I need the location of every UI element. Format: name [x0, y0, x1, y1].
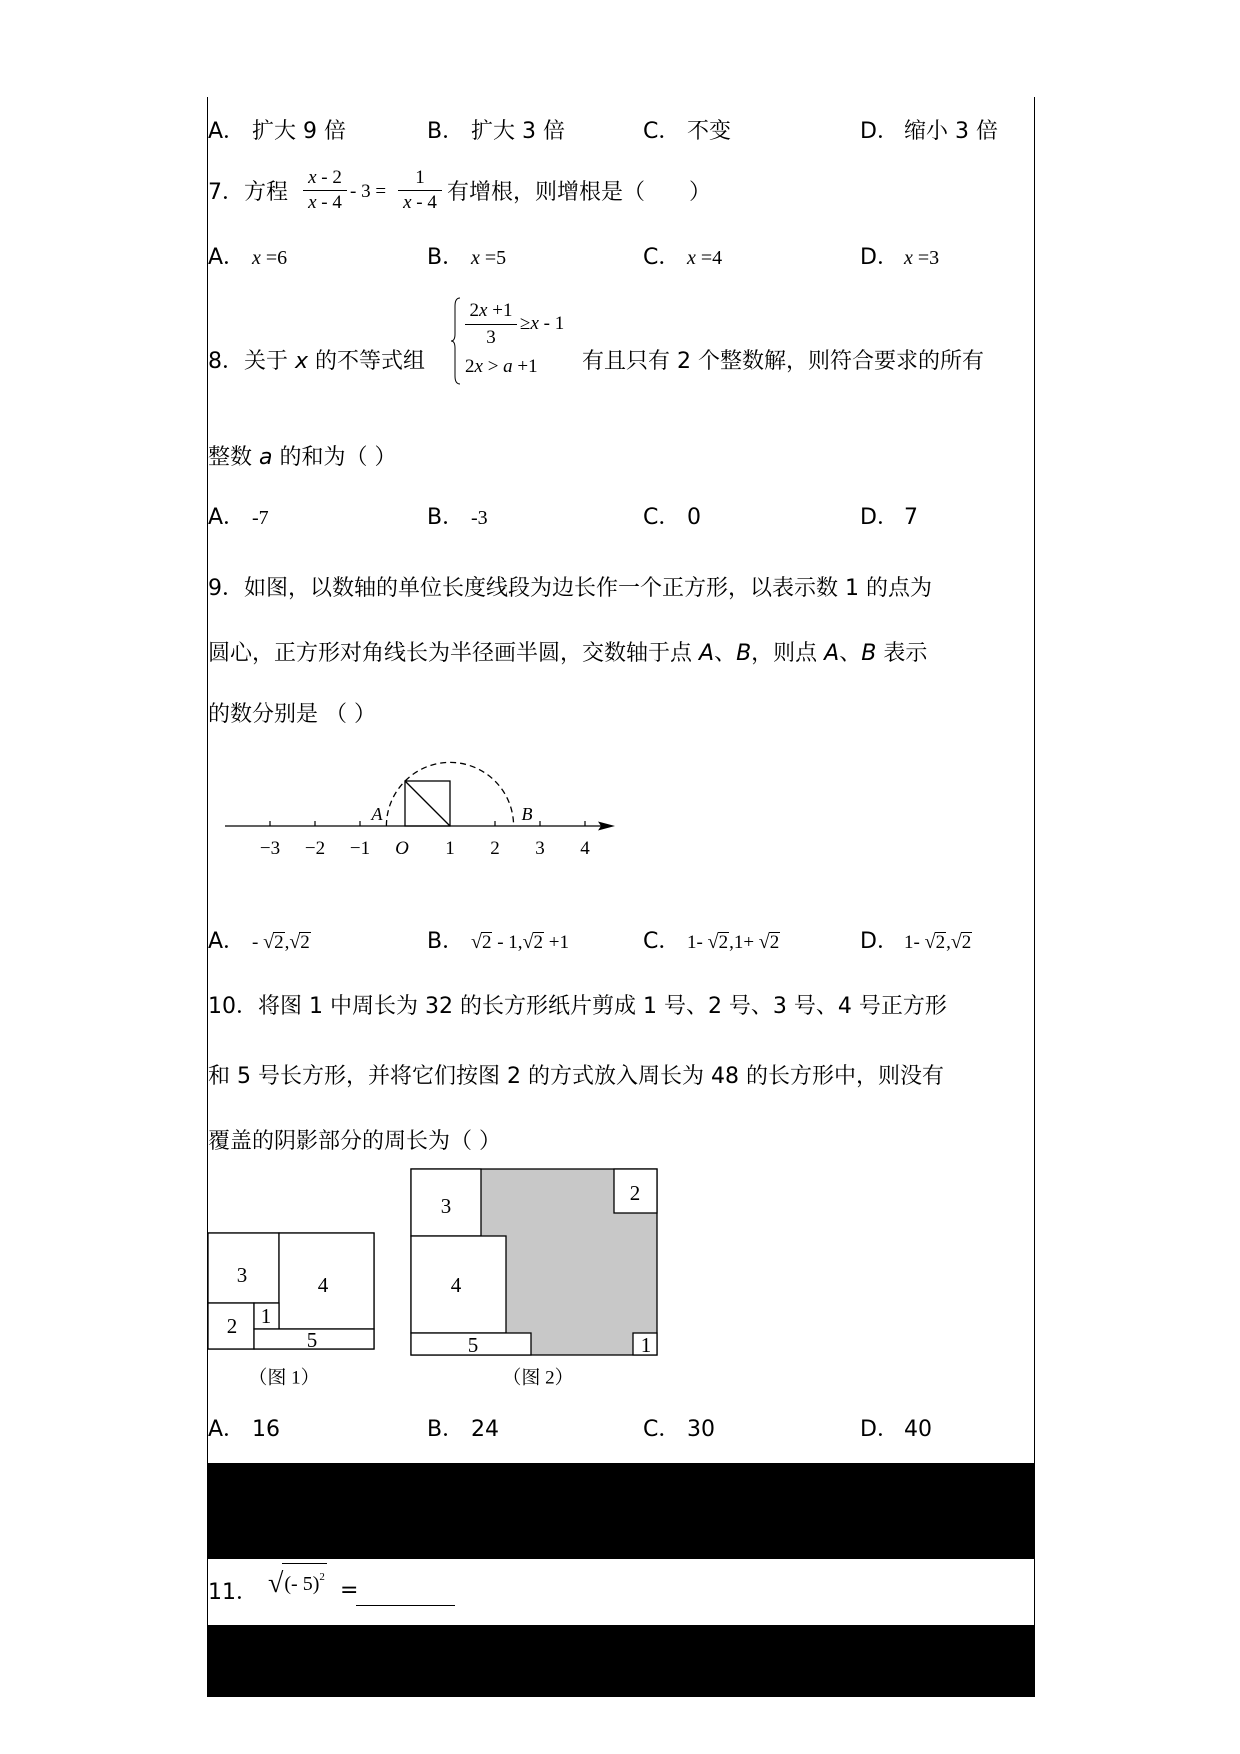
option-math: 1- √ 2 ,1+ √ 2 [687, 931, 780, 953]
denominator: x - 4 [308, 192, 342, 213]
question-number: 7． [208, 180, 244, 205]
sqrt-sign: √ [268, 1568, 284, 1599]
sqrt: √ 2 [707, 931, 729, 953]
q8-option-d [860, 503, 918, 533]
q8-stem-line2: 整数 a 的和为（ ） [208, 445, 397, 470]
numerator: x - 2 [303, 166, 347, 191]
q6-option-d [860, 117, 998, 147]
svg-text:5: 5 [306, 1328, 318, 1352]
q7-option-b [427, 243, 506, 273]
option-text: -3 [471, 507, 488, 529]
sqrt: √ 2 [289, 931, 310, 953]
tick-label: −3 [259, 838, 281, 859]
answer-blank [356, 1605, 455, 1606]
option-text: 0 [687, 505, 701, 530]
option-label: A． [208, 1417, 246, 1442]
question-number: 11． [208, 1580, 258, 1605]
q10-option-d [860, 1415, 932, 1445]
sqrt: √ 2 [924, 931, 946, 953]
tick-label: −2 [304, 838, 326, 859]
number-line-figure [210, 750, 630, 870]
unit-square [405, 781, 450, 826]
svg-text:3: 3 [440, 1194, 452, 1218]
figure-2-caption: （图 2） [502, 1367, 574, 1389]
option-label: B． [427, 119, 465, 144]
option-label: D． [860, 1417, 899, 1442]
option-math: x =6 [252, 247, 288, 269]
q7-option-d [860, 243, 939, 273]
tick-labels [260, 838, 590, 859]
exponent: 2 [319, 1571, 325, 1583]
redaction-bar [207, 1625, 1035, 1697]
question-number: 8． [208, 349, 244, 374]
q6-option-c [643, 117, 731, 147]
option-label: C． [643, 119, 681, 144]
option-math: 1- √ 2 , √ 2 [904, 931, 972, 953]
option-label: D． [860, 119, 899, 144]
q8-stem-end: 有且只有 2 个整数解，则符合要求的所有 [582, 349, 984, 374]
q10-stem-line2: 和 5 号长方形，并将它们按图 2 的方式放入周长为 48 的长方形中，则没有 [208, 1064, 944, 1089]
q9-option-b [427, 927, 569, 957]
sqrt: √ 2 [263, 931, 284, 953]
q10-option-a [208, 1415, 280, 1445]
q9-option-d [860, 927, 972, 957]
q8-option-b [427, 503, 488, 533]
q10-stem-line3: 覆盖的阴影部分的周长为（ ） [208, 1129, 501, 1154]
variable-x: x [295, 349, 309, 374]
svg-text:4: 4 [317, 1273, 329, 1297]
variable-a: a [259, 445, 273, 470]
equals-sign: = [340, 1578, 359, 1603]
q10-option-c [643, 1415, 715, 1445]
sqrt: √ 2 [950, 931, 972, 953]
option-label: B． [427, 505, 465, 530]
q8-stem-start: 8．关于 x 的不等式组 [208, 349, 426, 374]
option-text: 24 [471, 1417, 499, 1442]
option-math: √ 2 - 1, √ 2 +1 [471, 931, 570, 953]
option-math: x =3 [904, 247, 940, 269]
sqrt: √ 2 [471, 931, 492, 953]
q9-stem-line3: 的数分别是 （ ） [208, 702, 376, 727]
tick-label: −1 [349, 838, 371, 859]
option-text: -7 [252, 507, 269, 529]
option-label: D． [860, 245, 899, 270]
denominator: x - 4 [403, 192, 437, 213]
q8-option-c [643, 503, 701, 533]
q9-option-c [643, 927, 780, 957]
q8-option-a [208, 503, 269, 533]
option-label: B． [427, 245, 465, 270]
option-text: 7 [904, 505, 918, 530]
radicand: (- 5)$^2$ [282, 1563, 326, 1597]
q10-option-b [427, 1415, 499, 1445]
q7-fraction-1 [303, 166, 347, 215]
q7-fraction-2 [398, 166, 442, 215]
tick-label: 3 [535, 838, 545, 859]
option-math: - √ 2 , √ 2 [252, 931, 310, 953]
figure-1-caption: （图 1） [248, 1367, 320, 1389]
numerator: 1 [398, 166, 442, 191]
origin-label: O [395, 838, 409, 859]
option-label: C． [643, 1417, 681, 1442]
svg-text:4: 4 [450, 1273, 462, 1297]
sqrt: √ 2 [758, 931, 780, 953]
q9-stem-line2: 圆心，正方形对角线长为半径画半圆，交数轴于点 A、B，则点 A、B 表示 [208, 641, 928, 666]
option-label: A． [208, 505, 246, 530]
option-label: D． [860, 929, 899, 954]
option-label: A． [208, 119, 246, 144]
option-text: 40 [904, 1417, 932, 1442]
q8-inequality-1-fraction [465, 298, 517, 351]
rectangle-figures [200, 1160, 680, 1400]
q7-stem-end: 有增根，则增根是（ ） [447, 180, 712, 205]
option-text: 30 [687, 1417, 715, 1442]
sqrt: √ 2 [522, 931, 544, 953]
q7-option-a [208, 243, 287, 273]
option-math: x =5 [471, 247, 507, 269]
option-text: 扩大 9 倍 [252, 119, 346, 144]
q10-stem-line1: 10．将图 1 中周长为 32 的长方形纸片剪成 1 号、2 号、3 号、4 号正方形 [208, 994, 947, 1019]
option-label: C． [643, 245, 681, 270]
point-a-label: A [371, 804, 383, 824]
denominator: 3 [486, 327, 496, 348]
tick-label: 2 [490, 838, 500, 859]
brace-icon [450, 297, 462, 385]
option-label: B． [427, 929, 465, 954]
q7-middle-expression: - 3 = [350, 181, 387, 202]
redaction-bar [207, 1463, 1035, 1559]
diagonal [405, 781, 450, 826]
svg-text:2: 2 [629, 1181, 641, 1205]
svg-text:2: 2 [226, 1314, 238, 1338]
svg-text:1: 1 [260, 1304, 272, 1328]
q7-stem-start [208, 178, 288, 208]
svg-text:5: 5 [467, 1333, 479, 1357]
q9-stem-line1: 9．如图，以数轴的单位长度线段为边长作一个正方形，以表示数 1 的点为 [208, 576, 932, 601]
page-right-border [1034, 97, 1035, 1697]
svg-text:3: 3 [236, 1263, 248, 1287]
tick-label: 1 [445, 838, 455, 859]
q6-option-a [208, 117, 346, 147]
option-text: 扩大 3 倍 [471, 119, 565, 144]
tick-label: 4 [580, 838, 590, 859]
option-text: 缩小 3 倍 [904, 119, 998, 144]
q8-inequality-2: 2x > a +1 [465, 356, 538, 377]
q11-sqrt-expression [268, 1565, 327, 1601]
option-math: x =4 [687, 247, 723, 269]
svg-text:1: 1 [640, 1333, 652, 1357]
option-text: 不变 [687, 119, 732, 144]
q7-option-c [643, 243, 722, 273]
page-left-border [207, 97, 208, 1697]
option-label: C． [643, 505, 681, 530]
numerator: 2x +1 [465, 298, 517, 325]
q8-inequality-1-rhs: ≥x - 1 [520, 313, 565, 334]
point-b-label: B [521, 804, 533, 824]
stem-text: 方程 [244, 180, 289, 205]
option-text: 16 [252, 1417, 280, 1442]
option-label: D． [860, 505, 899, 530]
option-label: B． [427, 1417, 465, 1442]
option-label: C． [643, 929, 681, 954]
option-label: A． [208, 245, 246, 270]
q6-option-b [427, 117, 565, 147]
option-label: A． [208, 929, 246, 954]
q9-option-a [208, 927, 311, 957]
